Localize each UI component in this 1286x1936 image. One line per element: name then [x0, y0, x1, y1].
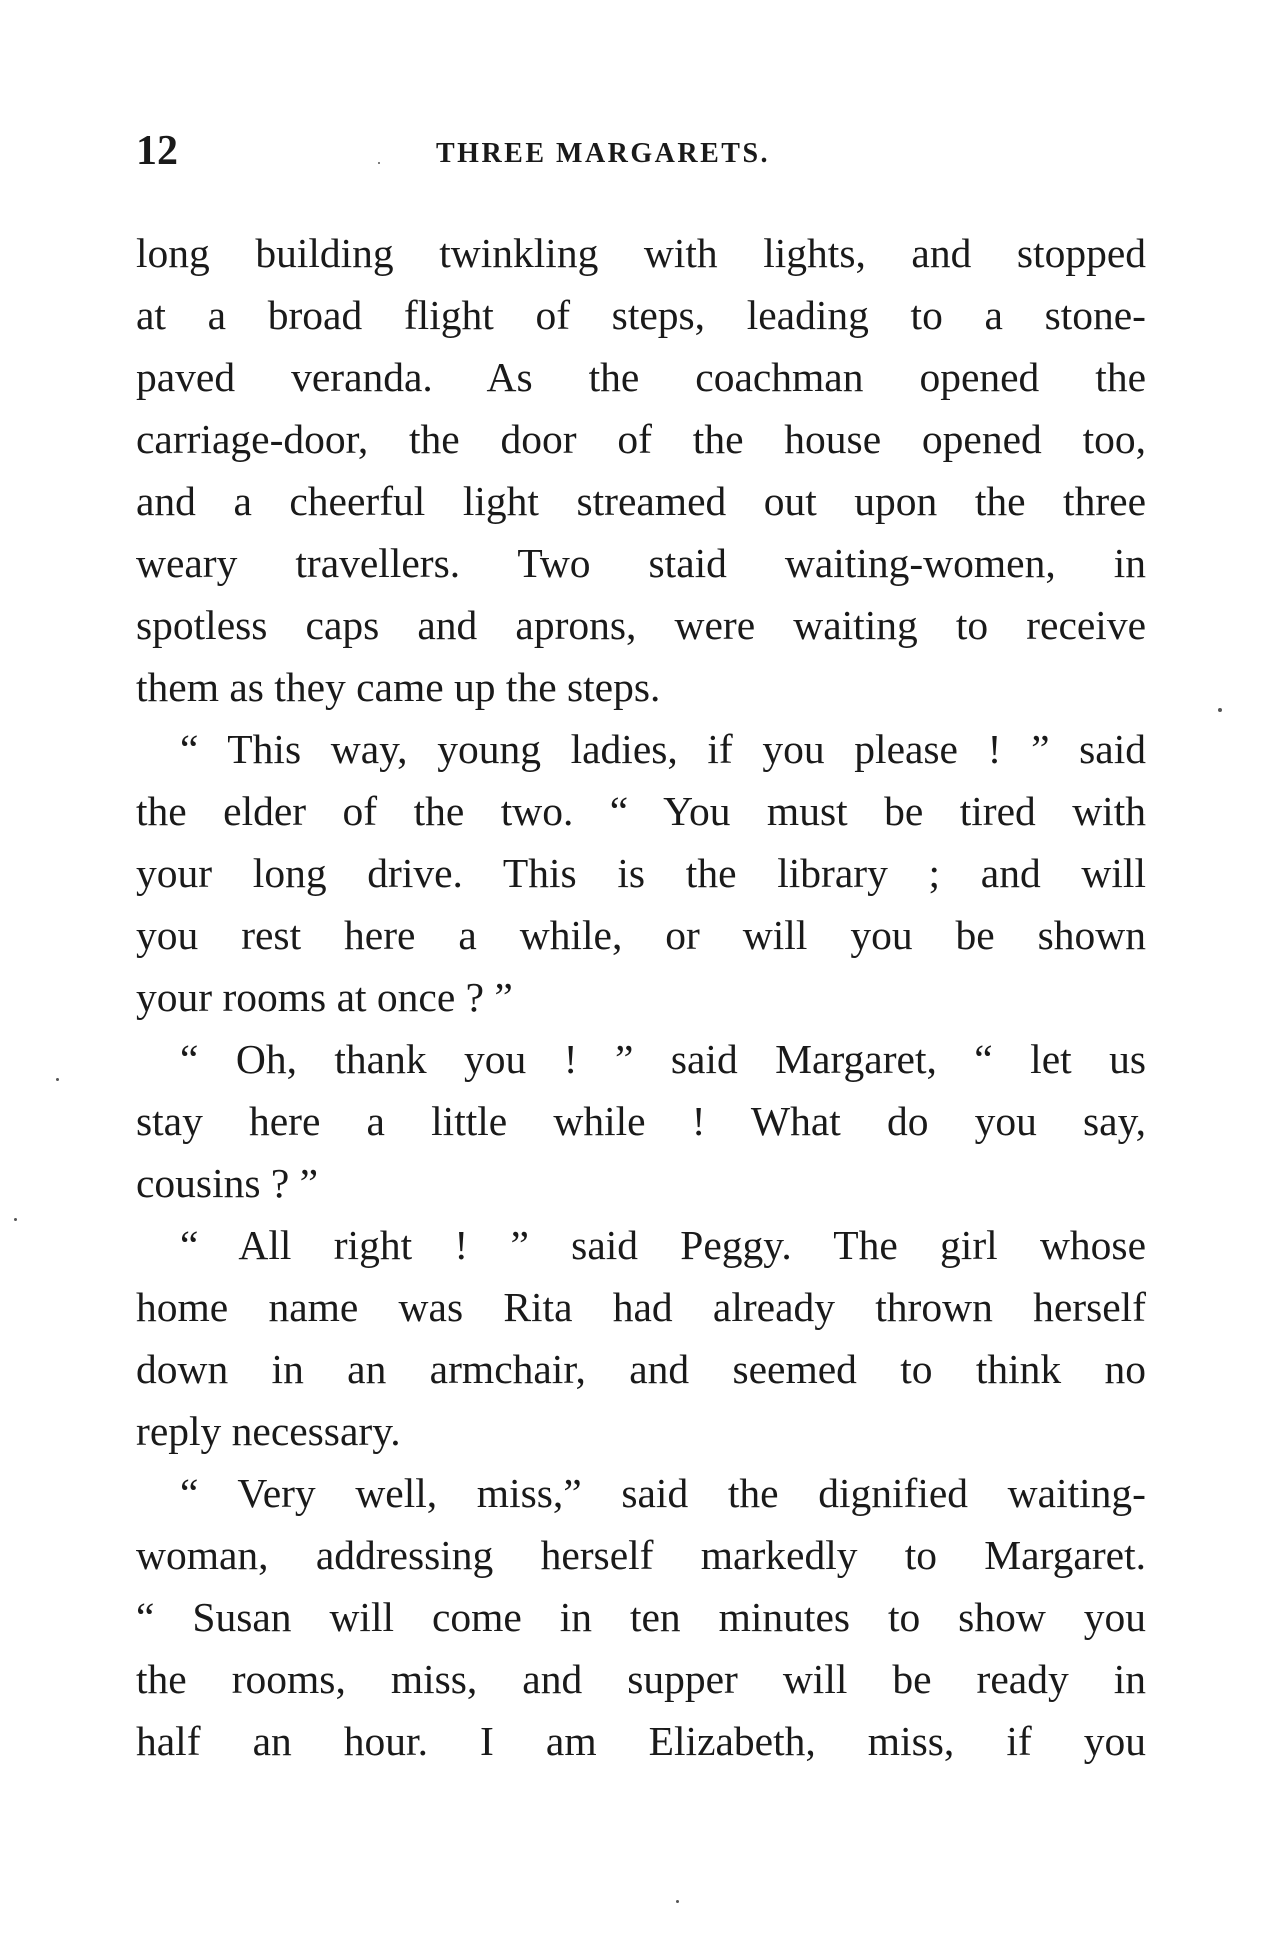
page-number: 12: [136, 128, 178, 174]
paper-speck: [378, 162, 380, 164]
text-line: weary travellers. Two staid waiting-women, in: [136, 540, 1146, 586]
text-line: your rooms at once ? ”: [136, 974, 513, 1020]
paper-speck: [56, 1078, 59, 1081]
text-line: “ Oh, thank you ! ” said Margaret, “ let us: [180, 1036, 1146, 1082]
text-line: home name was Rita had already thrown herself: [136, 1284, 1146, 1330]
running-title: THREE MARGARETS.: [436, 138, 771, 169]
text-line: down in an armchair, and seemed to think no: [136, 1346, 1146, 1392]
text-line: and a cheerful light streamed out upon the three: [136, 478, 1146, 524]
text-line: spotless caps and aprons, were waiting to receive: [136, 602, 1146, 648]
text-line: them as they came up the steps.: [136, 664, 661, 710]
text-line: paved veranda. As the coachman opened the: [136, 354, 1146, 400]
text-line: “ Very well, miss,” said the dignified waiting-: [180, 1470, 1146, 1516]
body-text: [136, 222, 1146, 1772]
text-line: long building twinkling with lights, and stopped: [136, 230, 1146, 276]
text-line: you rest here a while, or will you be shown: [136, 912, 1146, 958]
text-line: cousins ? ”: [136, 1160, 319, 1206]
text-line: your long drive. This is the library ; and will: [136, 850, 1146, 896]
running-head: [136, 126, 1146, 176]
text-line: “ All right ! ” said Peggy. The girl whose: [180, 1222, 1146, 1268]
paper-speck: [1218, 708, 1222, 712]
text-line: carriage-door, the door of the house opened too,: [136, 416, 1146, 462]
text-line: at a broad flight of steps, leading to a stone-: [136, 292, 1146, 338]
text-line: “ Susan will come in ten minutes to show you: [136, 1594, 1146, 1640]
text-line: the elder of the two. “ You must be tired with: [136, 788, 1146, 834]
text-line: woman, addressing herself markedly to Margaret.: [136, 1532, 1146, 1578]
text-line: half an hour. I am Elizabeth, miss, if you: [136, 1718, 1146, 1764]
text-line: reply necessary.: [136, 1408, 401, 1454]
text-line: “ This way, young ladies, if you please ! ” said: [180, 726, 1146, 772]
paper-speck: [676, 1900, 679, 1903]
text-line: the rooms, miss, and supper will be ready in: [136, 1656, 1146, 1702]
text-line: stay here a little while ! What do you say,: [136, 1098, 1146, 1144]
paper-speck: [14, 1218, 17, 1221]
